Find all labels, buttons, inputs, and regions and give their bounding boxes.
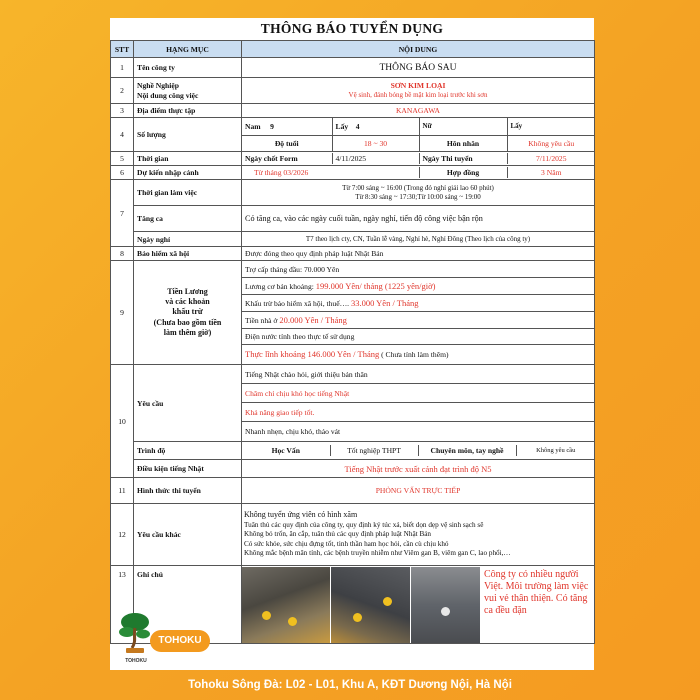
notice-title: THÔNG BÁO TUYỂN DỤNG: [260, 21, 444, 36]
work-time-label: Thời gian làm việc: [134, 180, 242, 206]
logo-small-text: TOHOKU: [125, 658, 147, 664]
list-item: Khả năng giao tiếp tốt.: [242, 403, 594, 422]
recruitment-table: [110, 40, 595, 644]
row-stt: 4: [111, 118, 134, 152]
table-row: [111, 478, 595, 504]
base-salary: Lương cơ bản khoảng: 199.000 Yên/ tháng (1225 yên/giờ): [242, 278, 594, 295]
row-stt: 1: [111, 58, 134, 78]
insurance-deduction: Khấu trừ bảo hiểm xã hội, thuế…. 33.000 Yên / Tháng: [242, 295, 594, 312]
other-requirements: [242, 504, 595, 566]
education-level-label: Trình độ: [134, 442, 242, 460]
tohoku-logo: [110, 604, 210, 668]
skill-label: Chuyên môn, tay nghề: [418, 445, 516, 456]
row-label: Số lượng: [134, 118, 242, 152]
overtime-value: Có tăng ca, vào các ngày cuối tuần, ngày nghỉ, tiến độ công việc bận rộn: [242, 206, 595, 232]
entry-cell: [242, 166, 595, 180]
workplace-photo-2: [330, 567, 410, 643]
table-row: [111, 261, 595, 365]
list-item: Tuân thủ các quy định của công ty, quy định ký túc xá, biết dọn dẹp vệ sinh sạch sẽ: [244, 520, 484, 529]
row-stt: 3: [111, 104, 134, 118]
education-label: Học Vấn: [242, 445, 330, 456]
row-label: Ghi chú: [134, 566, 242, 644]
list-item: Nhanh nhẹn, chịu khó, thảo vát: [245, 427, 341, 436]
row-label: Thời gian: [134, 152, 242, 166]
table-row: [111, 58, 595, 78]
table-header-row: [111, 41, 595, 58]
contract-label: Hợp đồng: [419, 167, 507, 178]
contract-value: 3 Năm: [541, 168, 562, 177]
age-label: Độ tuổi: [242, 135, 332, 151]
table-row: [111, 180, 595, 206]
row-stt: 2: [111, 78, 134, 104]
footer-address: Tohoku Sông Đà: L02 - L01, Khu A, KĐT Dương Nội, Hà Nội: [188, 679, 512, 691]
skill-value: Không yêu cầu: [536, 447, 576, 454]
row-label: [134, 78, 242, 104]
brand-badge: TOHOKU: [150, 630, 210, 652]
list-item: Không mắc bệnh mãn tính, các bệnh truyền nhiễm như Viêm gan B, viêm gan C, lao phổi,…: [244, 549, 511, 558]
table-row: [111, 78, 595, 104]
workplace-photo-1: [242, 567, 330, 643]
row-stt: 12: [111, 504, 134, 566]
overtime-label: Tăng ca: [134, 206, 242, 232]
utilities: Điện nước tính theo thực tế sử dụng: [242, 329, 594, 345]
row-stt: 7: [111, 180, 134, 247]
table-row: [111, 104, 595, 118]
education-value: Tốt nghiệp THPT: [330, 445, 418, 456]
row-stt: 5: [111, 152, 134, 166]
first-month-allowance: Trợ cấp tháng đầu: 70.000 Yên: [242, 261, 594, 278]
row-stt: 11: [111, 478, 134, 504]
table-row: [111, 166, 595, 180]
row-label: Địa điểm thực tập: [134, 104, 242, 118]
marital-label: Hôn nhân: [419, 135, 507, 151]
requirements-list: [242, 365, 595, 442]
male-quantity: Nam 9: [242, 118, 332, 135]
time-cell: [242, 152, 595, 166]
header-content: NỘI DUNG: [242, 41, 595, 58]
entry-date-value: Từ tháng 03/2026: [242, 167, 419, 178]
education-cell: [242, 442, 595, 460]
housing-cost: Tiền nhà ở 20.000 Yên / Tháng: [242, 312, 594, 329]
row-label: Tên công ty: [134, 58, 242, 78]
table-row: [111, 247, 595, 261]
table-row: [111, 118, 595, 152]
list-item: Không bỏ trốn, ăn cắp, tuân thủ các quy định pháp luật Nhật Bản: [244, 530, 432, 539]
list-item: Có sức khỏe, sức chịu đựng tốt, tinh thần ham học hỏi, cần cù chịu khó: [244, 539, 449, 548]
job-content-label: Nội dung công việc: [137, 90, 199, 100]
net-salary: Thực lĩnh khoảng 146.000 Yên / Tháng ( Chưa tính làm thêm): [245, 349, 449, 359]
list-item: Chăm chỉ chịu khó học tiếng Nhật: [242, 384, 594, 403]
table-row: [111, 442, 595, 460]
form-deadline-label: Ngày chốt Form: [242, 153, 332, 164]
age-value: 18 ~ 30: [332, 135, 419, 151]
table-row: [111, 504, 595, 566]
bonsai-tree-icon: [118, 610, 152, 660]
work-time-value: Từ 7:00 sáng ~ 16:00 (Trong đó nghỉ giải lao 60 phút) Từ 8:30 sáng ~ 17:30;Từ 10:00 sáng ~ 19:00: [242, 180, 595, 206]
occupation-value: SƠN KIM LOẠI: [390, 81, 446, 91]
notes-cell: [242, 566, 595, 644]
japanese-condition-value: Tiếng Nhật trước xuất cảnh đạt trình độ N5: [242, 460, 595, 478]
row-stt: 6: [111, 166, 134, 180]
header-stt: STT: [111, 41, 134, 58]
recruitment-notice-sheet: [110, 18, 594, 670]
female-quantity: Nữ: [419, 118, 507, 135]
table-row: [111, 232, 595, 247]
quantity-cell: [242, 118, 595, 152]
salary-details: [242, 261, 595, 365]
job-content-value: Vệ sinh, đánh bóng bề mặt kim loại trước khi sơn: [348, 90, 488, 99]
note-text: Công ty có nhiều người Việt. Môi trường làm việc vui vẻ thân thiện. Có tăng ca đều đặn: [484, 568, 589, 616]
male-take: Lấy 4: [332, 118, 419, 135]
days-off-value: T7 theo lịch cty, CN, Tuần lễ vàng, Nghỉ hè, Nghỉ Đông (Theo lịch của công ty): [242, 232, 595, 247]
female-take: Lấy: [507, 118, 595, 135]
row-label: Yêu cầu khác: [134, 504, 242, 566]
workplace-photo-3: [410, 567, 480, 643]
row-stt: 9: [111, 261, 134, 365]
japanese-condition-label: Điều kiện tiếng Nhật: [134, 460, 242, 478]
workplace-photos: [242, 567, 594, 643]
marital-value: Không yêu cầu: [528, 138, 575, 148]
exam-form-value: PHỎNG VẤN TRỰC TIẾP: [242, 478, 595, 504]
table-row: [111, 460, 595, 478]
days-off-label: Ngày nghỉ: [134, 232, 242, 247]
header-category: HẠNG MỤC: [134, 41, 242, 58]
list-item: Tiếng Nhật chào hỏi, giới thiệu bản thân: [242, 365, 594, 384]
company-name-value: THÔNG BÁO SAU: [242, 58, 595, 78]
table-row: [111, 152, 595, 166]
insurance-value: Được đóng theo quy định pháp luật Nhật Bản: [242, 247, 595, 261]
exam-date-label: Ngày Thi tuyển: [419, 153, 507, 164]
occupation-label: Nghề Nghiệp: [137, 81, 179, 91]
salary-label: Tiền Lương và các khoản khấu trừ (Chưa bao gồm tiền làm thêm giờ): [134, 261, 242, 365]
row-stt: 10: [111, 365, 134, 478]
requirements-label: Yêu cầu: [134, 365, 242, 442]
table-row: [111, 365, 595, 442]
row-label: Hình thức thi tuyển: [134, 478, 242, 504]
occupation-cell: [242, 78, 595, 104]
exam-date-value: 7/11/2025: [535, 154, 567, 163]
table-row: [111, 206, 595, 232]
row-label: Bảo hiểm xã hội: [134, 247, 242, 261]
location-value: KANAGAWA: [242, 104, 595, 118]
list-item: Không tuyển ứng viên có hình xăm: [244, 510, 358, 520]
row-label: Dự kiến nhập cảnh: [134, 166, 242, 180]
row-stt: 13: [111, 566, 134, 644]
form-deadline-value: 4/11/2025: [332, 153, 419, 164]
row-stt: 8: [111, 247, 134, 261]
